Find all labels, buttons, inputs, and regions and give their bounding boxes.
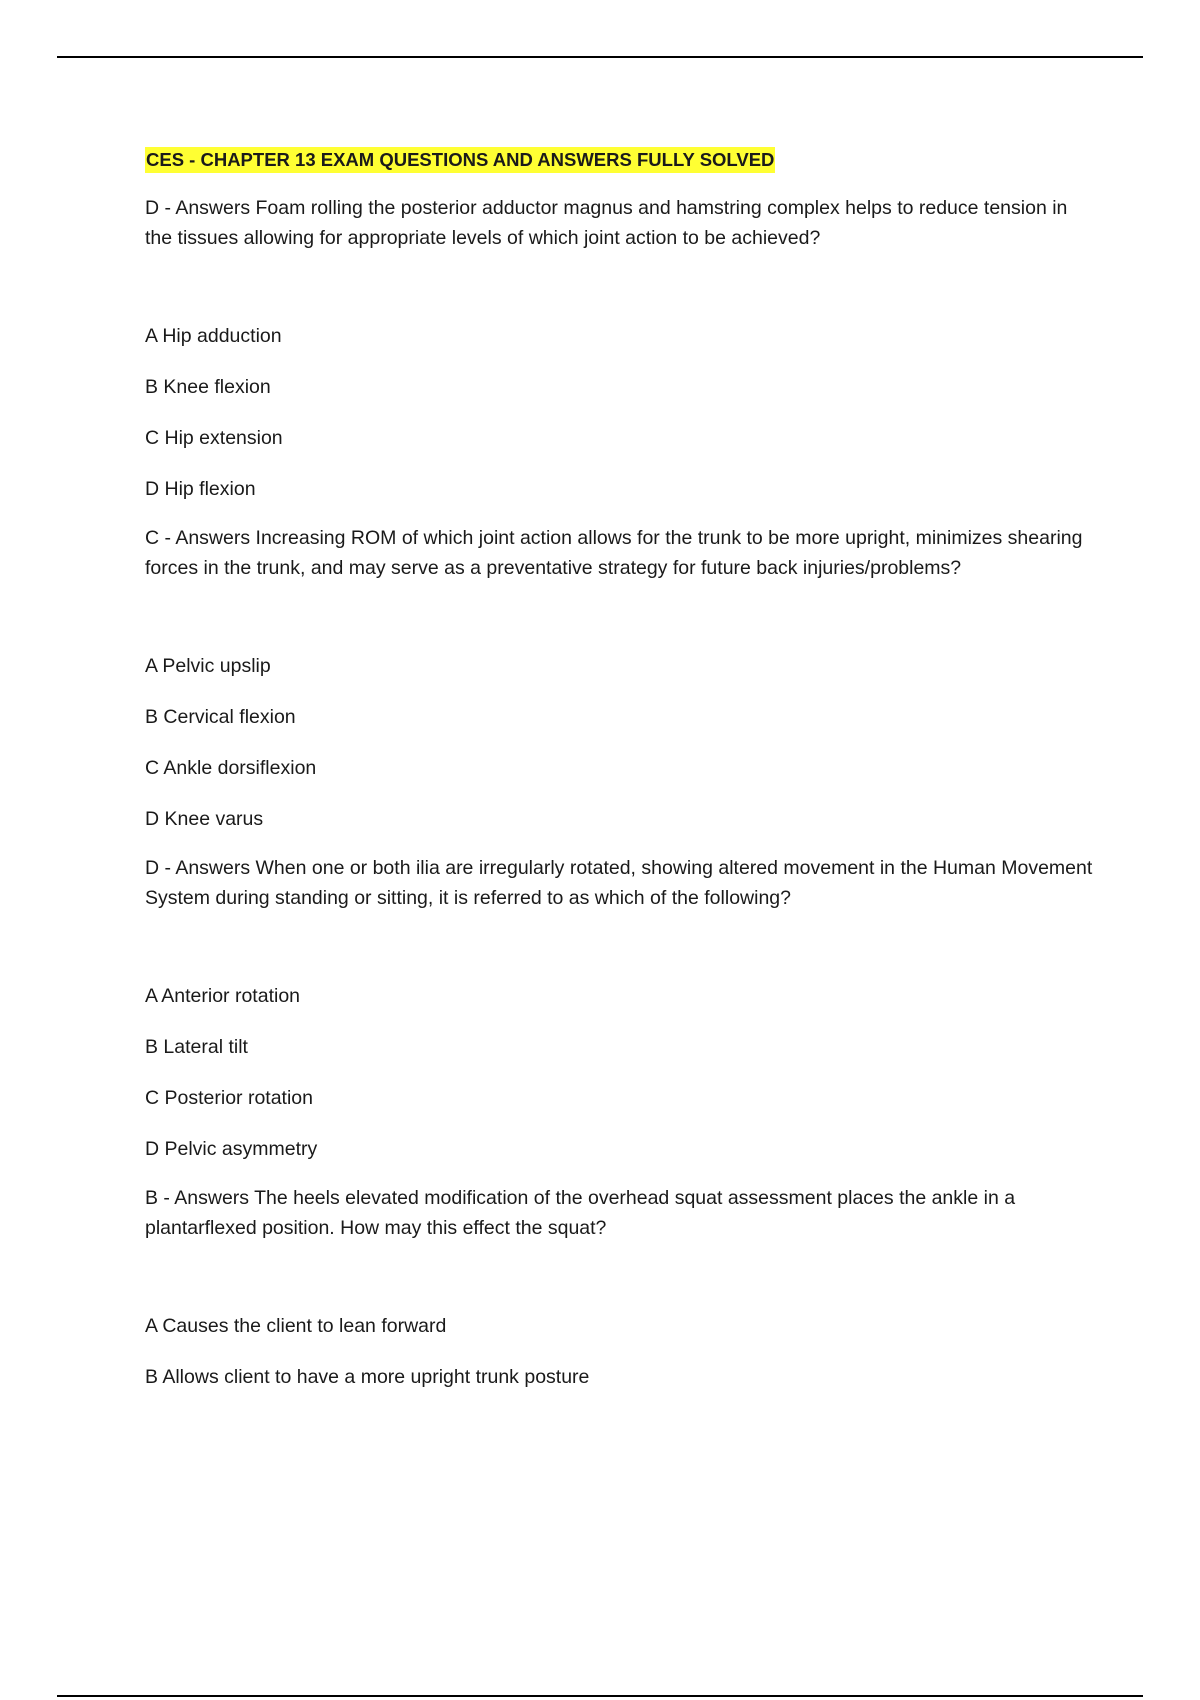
option-b: B Lateral tilt bbox=[145, 1036, 248, 1058]
question-text: D - Answers Foam rolling the posterior adductor magnus and hamstring complex helps to reduce tension in the tissues allowing for appropriate levels of which joint action to be achieved? bbox=[145, 197, 1068, 249]
option-c: C Ankle dorsiflexion bbox=[145, 757, 317, 779]
document-title: CES - CHAPTER 13 EXAM QUESTIONS AND ANSWERS FULLY SOLVED bbox=[145, 147, 775, 173]
question-block-3 bbox=[145, 853, 1095, 1164]
question-block-2 bbox=[145, 523, 1095, 834]
option-b: B Cervical flexion bbox=[145, 706, 296, 728]
option-d: D Knee varus bbox=[145, 808, 264, 830]
option-d: D Hip flexion bbox=[145, 478, 256, 500]
option-b: B Allows client to have a more upright trunk posture bbox=[145, 1366, 590, 1388]
question-text: C - Answers Increasing ROM of which joint action allows for the trunk to be more upright, minimizes shearing forces in the trunk, and may serve as a preventative strategy for future back injuries/problems? bbox=[145, 527, 1083, 579]
question-block-1 bbox=[145, 193, 1095, 504]
question-text: D - Answers When one or both ilia are irregularly rotated, showing altered movement in the Human Movement System during standing or sitting, it is referred to as which of the following? bbox=[145, 857, 1093, 909]
document-body bbox=[145, 145, 1095, 1413]
bottom-rule bbox=[57, 1695, 1143, 1697]
question-block-4 bbox=[145, 1183, 1095, 1392]
option-b: B Knee flexion bbox=[145, 376, 271, 398]
option-a: A Anterior rotation bbox=[145, 985, 301, 1007]
option-a: A Pelvic upslip bbox=[145, 655, 271, 677]
option-c: C Hip extension bbox=[145, 427, 283, 449]
option-c: C Posterior rotation bbox=[145, 1087, 313, 1109]
top-rule bbox=[57, 56, 1143, 58]
question-text: B - Answers The heels elevated modification of the overhead squat assessment places the ankle in a plantarflexed position. How may this effect the squat? bbox=[145, 1187, 1016, 1239]
option-a: A Hip adduction bbox=[145, 325, 282, 347]
option-d: D Pelvic asymmetry bbox=[145, 1138, 318, 1160]
option-a: A Causes the client to lean forward bbox=[145, 1315, 447, 1337]
